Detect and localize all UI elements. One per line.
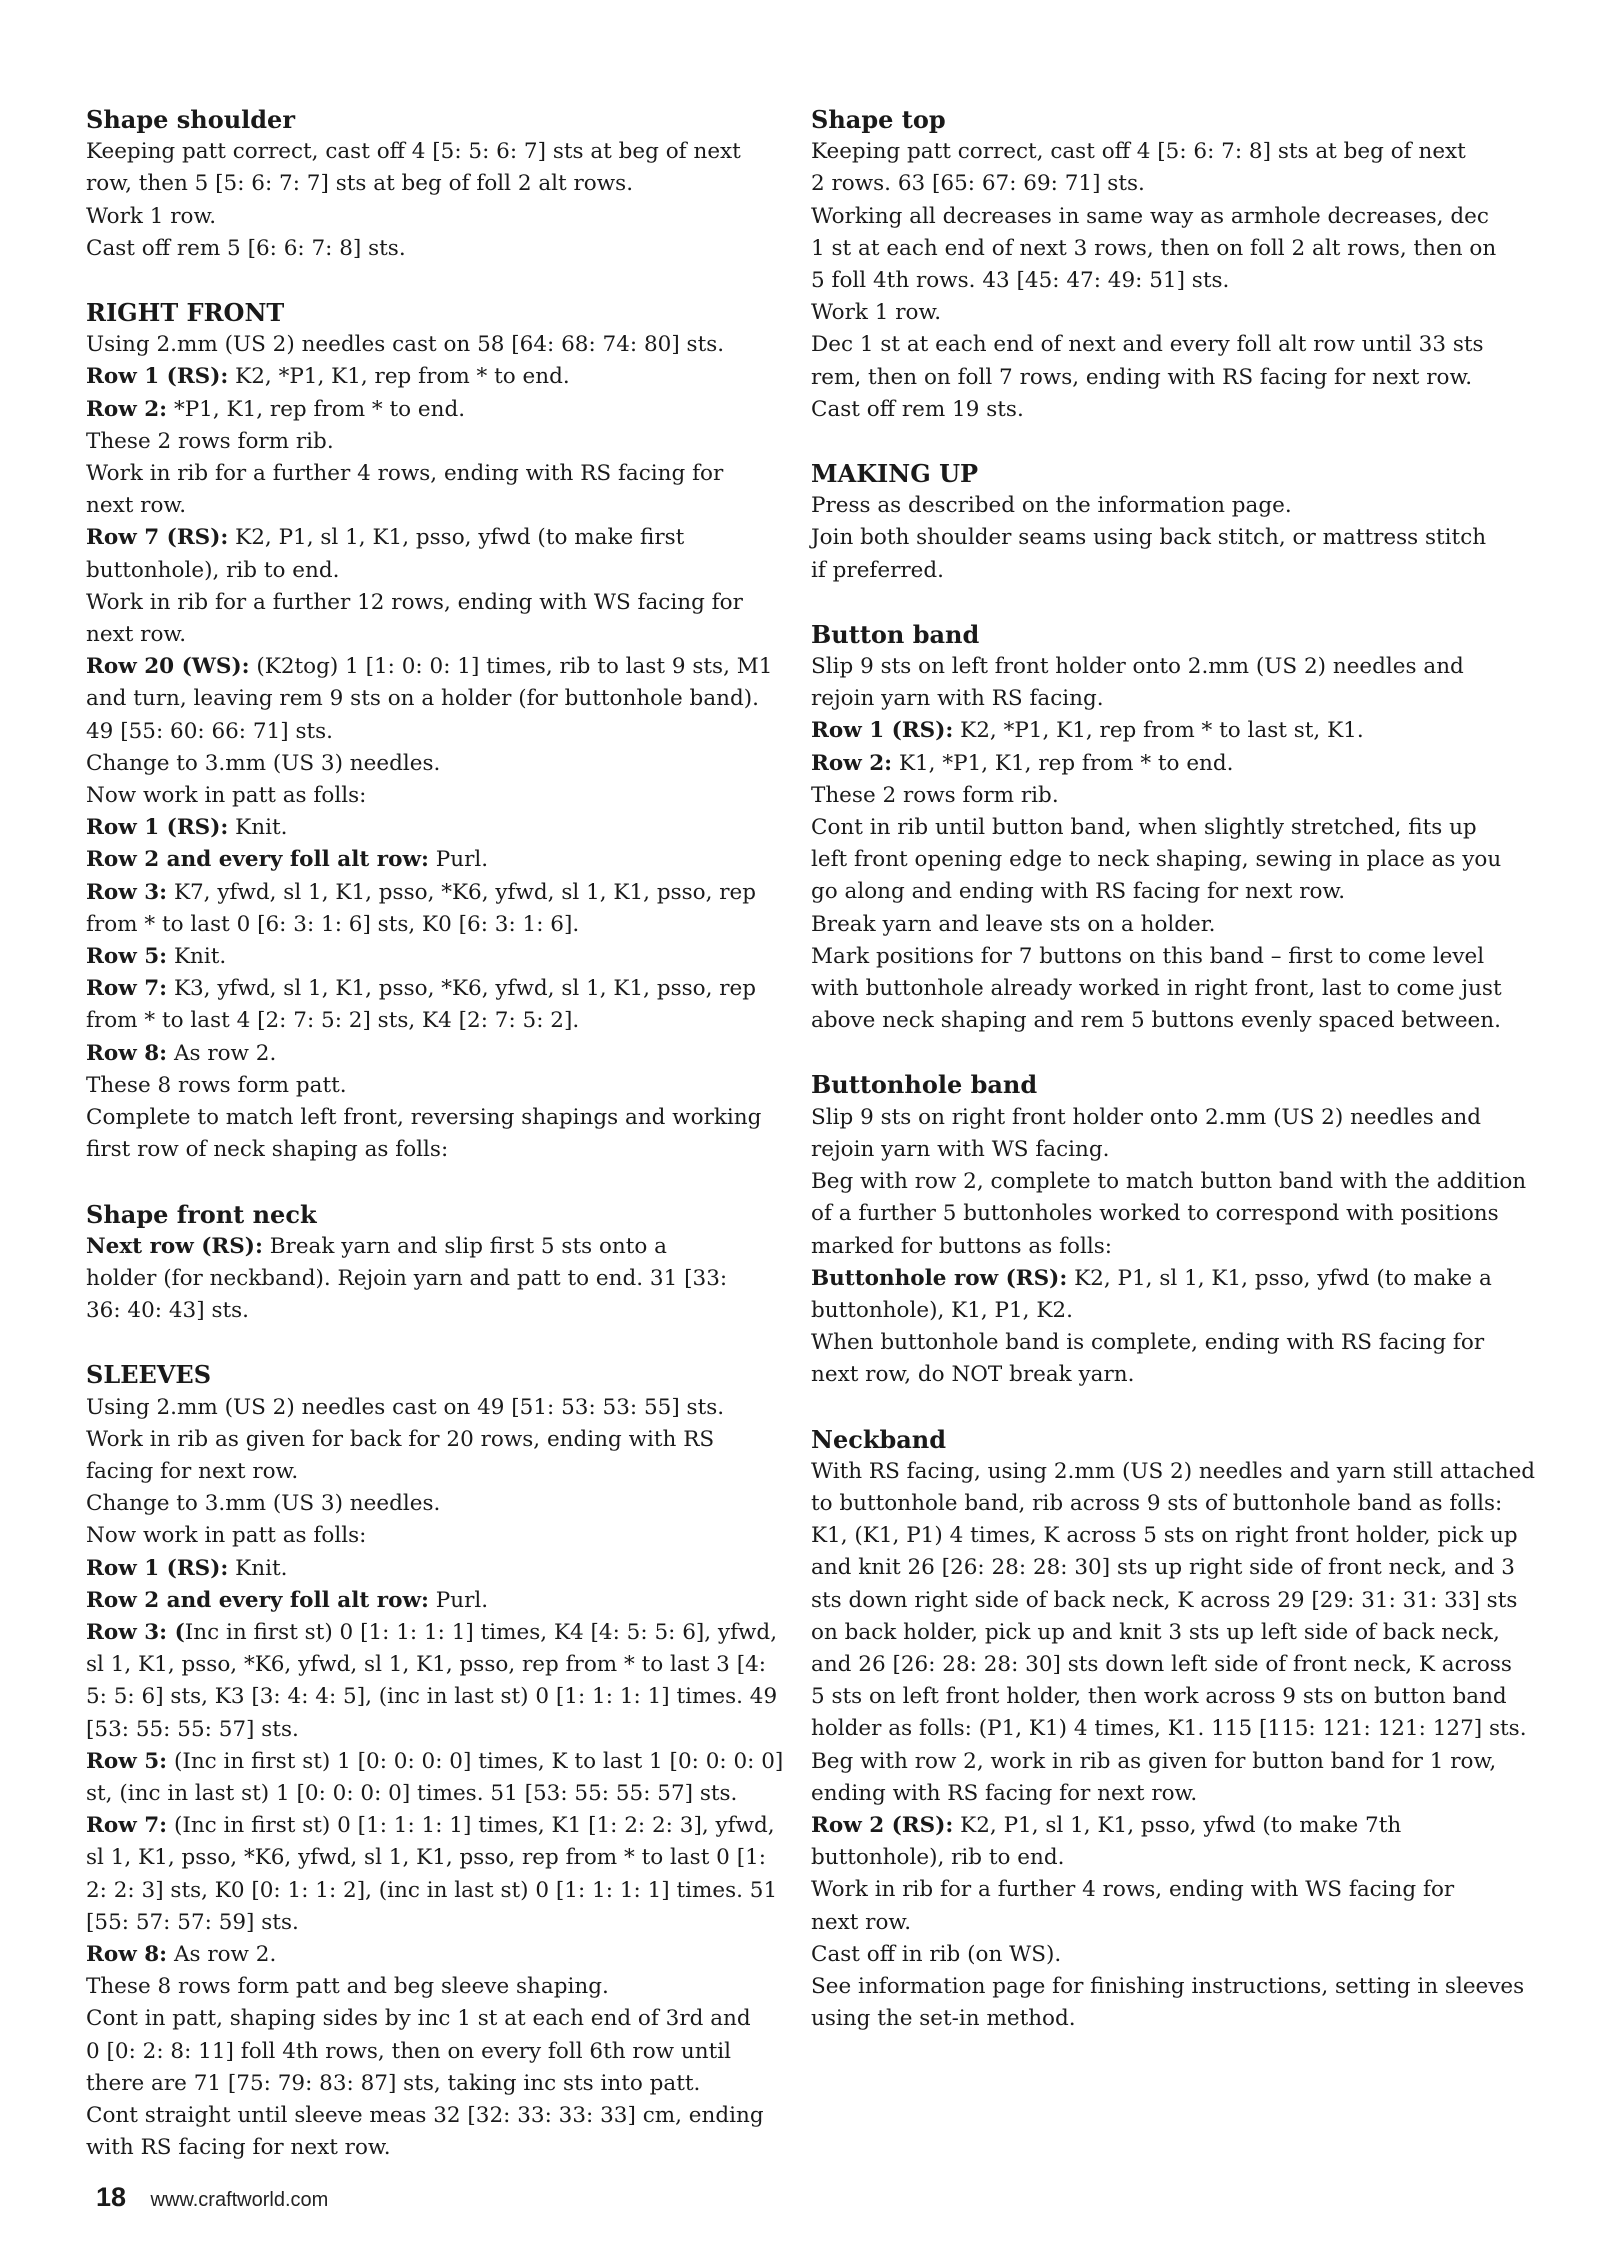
line-text: Keeping patt correct, cast off 4 [5: 5: 6: 7] sts at beg of next — [86, 139, 741, 165]
line-text: Working all decreases in same way as armhole decreases, dec — [811, 203, 1489, 229]
text-line — [86, 780, 786, 812]
text-line — [811, 1939, 1541, 1971]
text-line — [86, 651, 786, 683]
text-line — [811, 1585, 1541, 1617]
line-text: 5: 5: 6] sts, K3 [3: 4: 4: 5], (inc in last st) 0 [1: 1: 1: 1] times. 49 — [86, 1684, 778, 1710]
text-line — [811, 876, 1541, 908]
text-line — [811, 1166, 1541, 1198]
text-line — [86, 2068, 786, 2100]
line-text: to buttonhole band, rib across 9 sts of buttonhole band as folls: — [811, 1490, 1503, 1516]
text-line — [811, 1520, 1541, 1552]
text-line — [86, 1971, 786, 2003]
section-heading: Buttonhole band — [811, 1070, 1038, 1100]
website-url[interactable]: www.craftworld.com — [150, 2189, 329, 2211]
line-text: Work 1 row. — [86, 203, 217, 229]
text-line — [811, 941, 1541, 973]
text-line — [811, 1327, 1541, 1359]
line-text: using the set-in method. — [811, 2006, 1076, 2032]
line-text: Now work in patt as folls: — [86, 1523, 367, 1549]
text-line — [811, 1134, 1541, 1166]
line-text: Keeping patt correct, cast off 4 [5: 6: 7: 8] sts at beg of next — [811, 139, 1466, 165]
text-line — [811, 651, 1541, 683]
line-text: Change to 3.mm (US 3) needles. — [86, 750, 441, 776]
section-heading: Button band — [811, 619, 980, 649]
row-label: Row 3: ( — [86, 1619, 185, 1645]
text-line — [86, 1038, 786, 1070]
line-text: there are 71 [75: 79: 83: 87] sts, taking inc sts into patt. — [86, 2070, 701, 2096]
line-text: K2, P1, sl 1, K1, psso, yfwd (to make first — [228, 525, 685, 551]
row-label: Row 2 and every foll alt row: — [86, 847, 429, 873]
text-line — [86, 1231, 786, 1263]
section-buttonhole-band — [811, 1069, 1541, 1391]
row-label: Row 3: — [86, 879, 168, 905]
text-line — [86, 555, 786, 587]
row-label: Row 2 and every foll alt row: — [86, 1587, 429, 1613]
text-line — [811, 297, 1541, 329]
line-text: K2, P1, sl 1, K1, psso, yfwd (to make a — [1067, 1265, 1492, 1291]
line-text: with RS facing for next row. — [86, 2135, 391, 2161]
line-text: buttonhole), K1, P1, K2. — [811, 1297, 1073, 1323]
text-line — [811, 1263, 1541, 1295]
line-text: next row. — [811, 1909, 912, 1935]
line-text: of a further 5 buttonholes worked to correspond with positions — [811, 1201, 1499, 1227]
right-column — [811, 104, 1541, 2067]
line-text: next row, do NOT break yarn. — [811, 1362, 1135, 1388]
text-line — [811, 844, 1541, 876]
text-line — [811, 715, 1541, 747]
line-text: 36: 40: 43] sts. — [86, 1298, 249, 1324]
text-line — [811, 1971, 1541, 2003]
line-text: Cont in rib until button band, when slightly stretched, fits up — [811, 815, 1477, 841]
line-text: With RS facing, using 2.mm (US 2) needles and yarn still attached — [811, 1458, 1536, 1484]
row-label: Next row (RS): — [86, 1233, 263, 1259]
text-line — [811, 973, 1541, 1005]
text-line — [811, 909, 1541, 941]
text-line — [86, 1617, 786, 1649]
row-label: Row 7: — [86, 976, 168, 1002]
left-column — [86, 104, 786, 2196]
section-shape-top — [811, 104, 1541, 426]
section-heading: Shape top — [811, 105, 946, 134]
line-text: Work in rib as given for back for 20 rows, ending with RS — [86, 1426, 715, 1452]
text-line — [811, 1874, 1541, 1906]
text-line — [86, 1134, 786, 1166]
text-line — [811, 1198, 1541, 1230]
row-label: Row 7: — [86, 1813, 168, 1839]
line-text: and 26 [26: 28: 28: 30] sts down left side of front neck, K across — [811, 1651, 1512, 1677]
text-line — [86, 2003, 786, 2035]
line-text: K1, *P1, K1, rep from * to end. — [892, 750, 1234, 776]
line-text: sl 1, K1, psso, *K6, yfwd, sl 1, K1, psso, rep from * to last 3 [4: — [86, 1652, 767, 1678]
text-line — [811, 1617, 1541, 1649]
text-line — [86, 1875, 786, 1907]
text-line — [86, 1842, 786, 1874]
section-heading: Shape shoulder — [86, 105, 295, 134]
line-text: rejoin yarn with WS facing. — [811, 1136, 1110, 1162]
text-line — [86, 1424, 786, 1456]
text-line — [811, 1359, 1541, 1391]
line-text: (K2tog) 1 [1: 0: 0: 1] times, rib to last 9 sts, M1 — [249, 654, 773, 680]
text-line — [811, 2003, 1541, 2035]
line-text: Cast off rem 5 [6: 6: 7: 8] sts. — [86, 235, 406, 261]
line-text: if preferred. — [811, 557, 944, 583]
text-line — [811, 1102, 1541, 1134]
text-line — [86, 619, 786, 651]
text-line — [86, 1681, 786, 1713]
line-text: holder (for neckband). Rejoin yarn and patt to end. 31 [33: — [86, 1265, 728, 1291]
text-line — [811, 1713, 1541, 1745]
text-line — [86, 1778, 786, 1810]
row-label: Row 1 (RS): — [811, 718, 954, 744]
line-text: Work in rib for a further 4 rows, ending with RS facing for — [86, 461, 724, 487]
section-heading: RIGHT FRONT — [86, 298, 285, 328]
text-line — [811, 1456, 1541, 1488]
line-text: As row 2. — [167, 1941, 277, 1967]
text-line — [86, 329, 786, 361]
line-text: Knit. — [228, 1555, 288, 1581]
row-label: Row 2 (RS): — [811, 1812, 954, 1838]
line-text: K1, (K1, P1) 4 times, K across 5 sts on right front holder, pick up — [811, 1523, 1518, 1549]
row-label: Row 1 (RS): — [86, 1555, 229, 1581]
text-line — [86, 1810, 786, 1842]
line-text: These 8 rows form patt. — [86, 1072, 347, 1098]
text-line — [811, 1488, 1541, 1520]
text-line — [811, 201, 1541, 233]
line-text: Work in rib for a further 4 rows, ending with WS facing for — [811, 1877, 1455, 1903]
text-line — [86, 1746, 786, 1778]
line-text: K2, P1, sl 1, K1, psso, yfwd (to make 7th — [953, 1812, 1402, 1838]
line-text: left front opening edge to neck shaping, sewing in place as you — [811, 847, 1502, 873]
line-text: with buttonhole already worked in right front, last to come just — [811, 976, 1502, 1002]
section-shape-front-neck — [86, 1199, 786, 1328]
text-line — [86, 1488, 786, 1520]
text-line — [811, 1681, 1541, 1713]
line-text: first row of neck shaping as folls: — [86, 1137, 449, 1163]
text-line — [86, 973, 786, 1005]
line-text: rejoin yarn with RS facing. — [811, 686, 1104, 712]
line-text: These 2 rows form rib. — [86, 428, 334, 454]
text-line — [86, 683, 786, 715]
line-text: sl 1, K1, psso, *K6, yfwd, sl 1, K1, psso, rep from * to last 0 [1: — [86, 1845, 767, 1871]
line-text: (Inc in first st) 1 [0: 0: 0: 0] times, K to last 1 [0: 0: 0: 0] — [167, 1748, 784, 1774]
section-heading: MAKING UP — [811, 459, 979, 489]
text-line — [811, 1842, 1541, 1874]
line-text: go along and ending with RS facing for next row. — [811, 879, 1346, 905]
line-text: Slip 9 sts on right front holder onto 2.mm (US 2) needles and — [811, 1104, 1482, 1130]
row-label: Row 7 (RS): — [86, 525, 229, 551]
section-neckband — [811, 1424, 1541, 2036]
text-line — [86, 168, 786, 200]
text-line — [86, 490, 786, 522]
row-label: Row 5: — [86, 944, 168, 970]
line-text: [55: 57: 57: 59] sts. — [86, 1909, 299, 1935]
text-line — [86, 1585, 786, 1617]
text-line — [86, 941, 786, 973]
line-text: Break yarn and leave sts on a holder. — [811, 911, 1216, 937]
text-line — [86, 233, 786, 265]
text-line — [86, 1907, 786, 1939]
page-footer — [96, 2182, 328, 2213]
text-line — [86, 1714, 786, 1746]
text-line — [811, 555, 1541, 587]
line-text: Using 2.mm (US 2) needles cast on 49 [51: 53: 53: 55] sts. — [86, 1394, 725, 1420]
line-text: ending with RS facing for next row. — [811, 1780, 1198, 1806]
section-button-band — [811, 619, 1541, 1038]
line-text: Work 1 row. — [811, 300, 942, 326]
text-line — [86, 426, 786, 458]
line-text: Beg with row 2, complete to match button band with the addition — [811, 1169, 1527, 1195]
line-text: next row. — [86, 622, 187, 648]
line-text: [53: 55: 55: 57] sts. — [86, 1716, 299, 1742]
text-line — [86, 2100, 786, 2132]
text-line — [811, 168, 1541, 200]
line-text: from * to last 4 [2: 7: 5: 2] sts, K4 [2: 7: 5: 2]. — [86, 1008, 580, 1034]
line-text: Purl. — [428, 1587, 489, 1613]
line-text: 49 [55: 60: 66: 71] sts. — [86, 718, 334, 744]
section-heading: Shape front neck — [86, 1199, 317, 1229]
line-text: buttonhole), rib to end. — [811, 1845, 1065, 1871]
line-text: (Inc in first st) 0 [1: 1: 1: 1] times, K1 [1: 2: 2: 3], yfwd, — [167, 1813, 775, 1839]
text-line — [86, 394, 786, 426]
line-text: 5 sts on left front holder, then work across 9 sts on button band — [811, 1684, 1507, 1710]
text-line — [86, 1649, 786, 1681]
text-line — [86, 458, 786, 490]
line-text: Now work in patt as folls: — [86, 783, 367, 809]
text-line — [811, 1778, 1541, 1810]
text-line — [86, 844, 786, 876]
line-text: See information page for finishing instructions, setting in sleeves — [811, 1973, 1525, 1999]
text-line — [86, 716, 786, 748]
line-text: Inc in first st) 0 [1: 1: 1: 1] times, K4 [4: 5: 5: 6], yfwd, — [184, 1619, 778, 1645]
line-text: sts down right side of back neck, K across 29 [29: 31: 31: 33] sts — [811, 1587, 1518, 1613]
line-text: buttonhole), rib to end. — [86, 557, 340, 583]
text-line — [811, 1005, 1541, 1037]
section-sleeves — [86, 1359, 786, 2164]
line-text: Mark positions for 7 buttons on this band – first to come level — [811, 943, 1485, 969]
line-text: Break yarn and slip first 5 sts onto a — [262, 1233, 667, 1259]
row-label: Row 8: — [86, 1040, 168, 1066]
text-line — [811, 265, 1541, 297]
line-text: Cont straight until sleeve meas 32 [32: 33: 33: 33] cm, ending — [86, 2102, 764, 2128]
line-text: 1 st at each end of next 3 rows, then on foll 2 alt rows, then on — [811, 235, 1497, 261]
line-text: K2, *P1, K1, rep from * to last st, K1. — [953, 718, 1364, 744]
text-line — [811, 683, 1541, 715]
row-label: Row 2: — [811, 750, 893, 776]
line-text: Cast off in rib (on WS). — [811, 1941, 1062, 1967]
text-line — [811, 490, 1541, 522]
line-text: These 2 rows form rib. — [811, 782, 1059, 808]
line-text: from * to last 0 [6: 3: 1: 6] sts, K0 [6: 3: 1: 6]. — [86, 911, 580, 937]
row-label: Buttonhole row (RS): — [811, 1265, 1068, 1291]
line-text: Work in rib for a further 12 rows, ending with WS facing for — [86, 589, 743, 615]
section-heading: Neckband — [811, 1424, 947, 1454]
line-text: Using 2.mm (US 2) needles cast on 58 [64: 68: 74: 80] sts. — [86, 332, 725, 358]
line-text: As row 2. — [167, 1040, 277, 1066]
line-text: Dec 1 st at each end of next and every foll alt row until 33 sts — [811, 332, 1484, 358]
line-text: When buttonhole band is complete, ending with RS facing for — [811, 1330, 1485, 1356]
text-line — [86, 1392, 786, 1424]
text-line — [86, 1553, 786, 1585]
line-text: Slip 9 sts on left front holder onto 2.mm (US 2) needles and — [811, 654, 1464, 680]
text-line — [811, 1231, 1541, 1263]
row-label: Row 2: — [86, 396, 168, 422]
section-heading: SLEEVES — [86, 1360, 212, 1390]
text-line — [86, 1456, 786, 1488]
line-text: Beg with row 2, work in rib as given for button band for 1 row, — [811, 1748, 1497, 1774]
line-text: K2, *P1, K1, rep from * to end. — [228, 364, 570, 390]
text-line — [86, 909, 786, 941]
text-line — [86, 1939, 786, 1971]
line-text: Knit. — [167, 944, 227, 970]
text-line — [811, 394, 1541, 426]
text-line — [86, 361, 786, 393]
text-line — [86, 812, 786, 844]
line-text: marked for buttons as folls: — [811, 1233, 1113, 1259]
text-line — [811, 748, 1541, 780]
row-label: Row 8: — [86, 1941, 168, 1967]
line-text: rem, then on foll 7 rows, ending with RS facing for next row. — [811, 364, 1473, 390]
row-label: Row 1 (RS): — [86, 815, 229, 841]
line-text: holder as folls: (P1, K1) 4 times, K1. 115 [115: 121: 121: 127] sts. — [811, 1716, 1527, 1742]
text-line — [86, 1102, 786, 1134]
line-text: K3, yfwd, sl 1, K1, psso, *K6, yfwd, sl 1, K1, psso, rep — [167, 976, 757, 1002]
text-line — [811, 1746, 1541, 1778]
text-line — [811, 1295, 1541, 1327]
line-text: Purl. — [428, 847, 489, 873]
line-text: and knit 26 [26: 28: 28: 30] sts up right side of front neck, and 3 — [811, 1555, 1515, 1581]
line-text: 0 [0: 2: 8: 11] foll 4th rows, then on every foll 6th row until — [86, 2038, 731, 2064]
line-text: row, then 5 [5: 6: 7: 7] sts at beg of foll 2 alt rows. — [86, 171, 634, 197]
section-making-up — [811, 458, 1541, 587]
text-line — [86, 1263, 786, 1295]
text-line — [86, 136, 786, 168]
text-line — [86, 201, 786, 233]
line-text: facing for next row. — [86, 1458, 299, 1484]
text-line — [86, 877, 786, 909]
row-label: Row 5: — [86, 1748, 168, 1774]
text-line — [811, 812, 1541, 844]
line-text: st, (inc in last st) 1 [0: 0: 0: 0] times. 51 [53: 55: 55: 57] sts. — [86, 1780, 738, 1806]
section-right-front — [86, 297, 786, 1166]
text-line — [86, 2132, 786, 2164]
text-line — [811, 362, 1541, 394]
line-text: Press as described on the information page. — [811, 493, 1292, 519]
text-line — [811, 1649, 1541, 1681]
line-text: 2: 2: 3] sts, K0 [0: 1: 1: 2], (inc in last st) 0 [1: 1: 1: 1] times. 51 — [86, 1877, 778, 1903]
line-text: next row. — [86, 493, 187, 519]
text-line — [86, 1295, 786, 1327]
line-text: These 8 rows form patt and beg sleeve shaping. — [86, 1974, 609, 2000]
line-text: 2 rows. 63 [65: 67: 69: 71] sts. — [811, 171, 1145, 197]
line-text: Knit. — [228, 815, 288, 841]
text-line — [811, 780, 1541, 812]
text-line — [811, 329, 1541, 361]
text-line — [86, 748, 786, 780]
text-line — [86, 2036, 786, 2068]
text-line — [811, 1552, 1541, 1584]
line-text: and turn, leaving rem 9 sts on a holder (for buttonhole band). — [86, 686, 759, 712]
text-line — [86, 522, 786, 554]
line-text: Cont in patt, shaping sides by inc 1 st at each end of 3rd and — [86, 2006, 751, 2032]
text-line — [811, 1810, 1541, 1842]
line-text: above neck shaping and rem 5 buttons evenly spaced between. — [811, 1008, 1501, 1034]
line-text: Join both shoulder seams using back stitch, or mattress stitch — [811, 525, 1487, 551]
line-text: K7, yfwd, sl 1, K1, psso, *K6, yfwd, sl 1, K1, psso, rep — [167, 879, 757, 905]
page-number: 18 — [96, 2182, 127, 2212]
text-line — [86, 1005, 786, 1037]
row-label: Row 20 (WS): — [86, 654, 250, 680]
line-text: 5 foll 4th rows. 43 [45: 47: 49: 51] sts. — [811, 268, 1230, 294]
line-text: Complete to match left front, reversing shapings and working — [86, 1105, 762, 1131]
text-line — [811, 522, 1541, 554]
text-line — [811, 1907, 1541, 1939]
text-line — [811, 136, 1541, 168]
line-text: *P1, K1, rep from * to end. — [167, 396, 466, 422]
row-label: Row 1 (RS): — [86, 364, 229, 390]
text-line — [811, 233, 1541, 265]
text-line — [86, 1070, 786, 1102]
line-text: Change to 3.mm (US 3) needles. — [86, 1491, 441, 1517]
text-line — [86, 587, 786, 619]
line-text: on back holder, pick up and knit 3 sts up left side of back neck, — [811, 1619, 1500, 1645]
section-shape-shoulder — [86, 104, 786, 265]
text-line — [86, 1520, 786, 1552]
line-text: Cast off rem 19 sts. — [811, 396, 1024, 422]
